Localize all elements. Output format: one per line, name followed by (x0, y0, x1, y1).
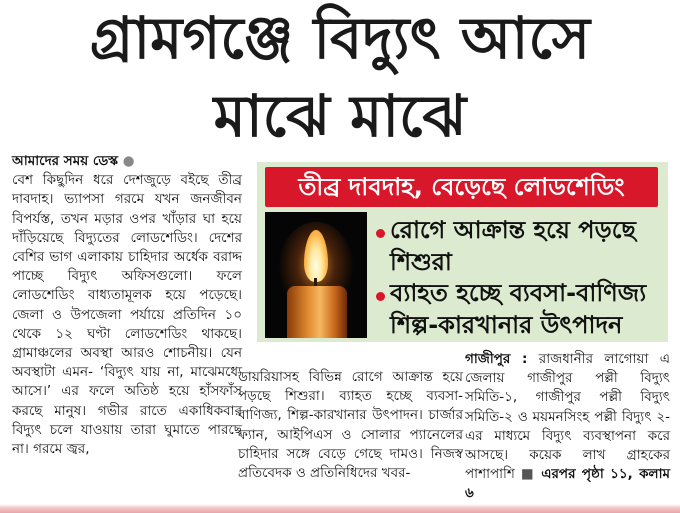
bullet-1-dot-icon (376, 229, 385, 238)
highlight-box-title: তীব্র দাবদাহ, বেড়েছে লোডশেডিং (265, 167, 658, 207)
jump-marker-icon: ■ (520, 466, 536, 483)
highlight-bullet-1: রোগে আক্রান্ত হয়ে পড়ছে শিশুরা (390, 216, 636, 276)
article-column-2 (238, 368, 463, 483)
candle-photo (265, 212, 367, 338)
headline-line-2: মাঝে মাঝে (213, 82, 467, 150)
continued-on-page-link[interactable]: এরপর পৃষ্ঠা ১১, কলাম ৬ (465, 466, 671, 502)
column-3-paragraph (465, 350, 670, 504)
byline-text: আমাদের সময় ডেস্ক (12, 153, 119, 169)
dateline-location: গাজীপুর : (465, 351, 528, 367)
column-2-text: ডায়রিয়াসহ বিভিন্ন রোগে আক্রান্ত হয়ে পড়ছে শিশুরা। ব্যাহত হচ্ছে ব্যবসা-বাণিজ্য, শিল্প-কারখানার উৎপাদন। চার্জার ফ্যান, আইপিএস ও সোলার প্যানেলের চাহিদার সঙ্গে বেড়ে গেছে দামও। নিজস্ব প্রতিবেদক ও প্রতিনিধিদের খবর- (238, 369, 463, 482)
headline-line-1: গ্রামগঞ্জে বিদ্যুৎ আসে (89, 4, 591, 72)
bullet-2-dot-icon (376, 292, 385, 301)
candle-body (287, 286, 347, 338)
column-3-text: রাজধানীর লাগোয়া এ জেলায় গাজীপুর পল্লী বিদ্যুৎ সমিতি-১, গাজীপুর পল্লী বিদ্যুৎ সমিতি-২ ও ময়মনসিংহ পল্লী বিদ্যুৎ ২-এর মাধ্যমে বিদ্যুৎ ব্যবস্থাপনা করে আসছে। কয়েক লাখ গ্রাহকের পাশাপাশি (465, 351, 670, 483)
bullet-dot-icon: ● (122, 153, 135, 169)
column-1-text: বেশ কিছুদিন ধরে দেশজুড়ে বইছে তীব্র দাবদাহ। ভ্যাপসা গরমে যখন জনজীবন বিপর্যস্ত, তখন মড়ার ওপর খাঁড়ার ঘা হয়ে দাঁড়িয়েছে বিদ্যুতের লোডশেডিং। দেশের বেশির ভাগ এলাকায় চাহিদার অর্ধেক বরাদ্দ পাচ্ছে বিদ্যুৎ অফিসগুলো। ফলে লোডশেডিং বাধ্যতামূলক হয়ে পড়েছে। জেলা ও উপজেলা পর্যায়ে প্রতিদিন ১০ থেকে ১২ ঘণ্টা লোডশেডিং থাকছে। গ্রামাঞ্চলের অবস্থা আরও শোচনীয়। যেন অবস্থাটা এমন- ‘বিদ্যুৎ যায় না, মাঝেমধ্যে আসে।’ এর ফলে অতিষ্ঠ হয়ে হাঁসফাঁস করছে মানুষ। গভীর রাতে একাধিকবার বিদ্যুৎ চলে যাওয়ায় তারা ঘুমাতে পারছে না। গরমে জ্বর, (12, 172, 242, 458)
highlight-bullet-2: ব্যাহত হচ্ছে ব্যবসা-বাণিজ্য শিল্প-কারখানার উৎপাদন (390, 279, 647, 339)
page-bottom-rule (0, 504, 680, 513)
byline (12, 152, 242, 171)
article-column-1 (12, 152, 242, 459)
article-column-3 (465, 350, 670, 504)
